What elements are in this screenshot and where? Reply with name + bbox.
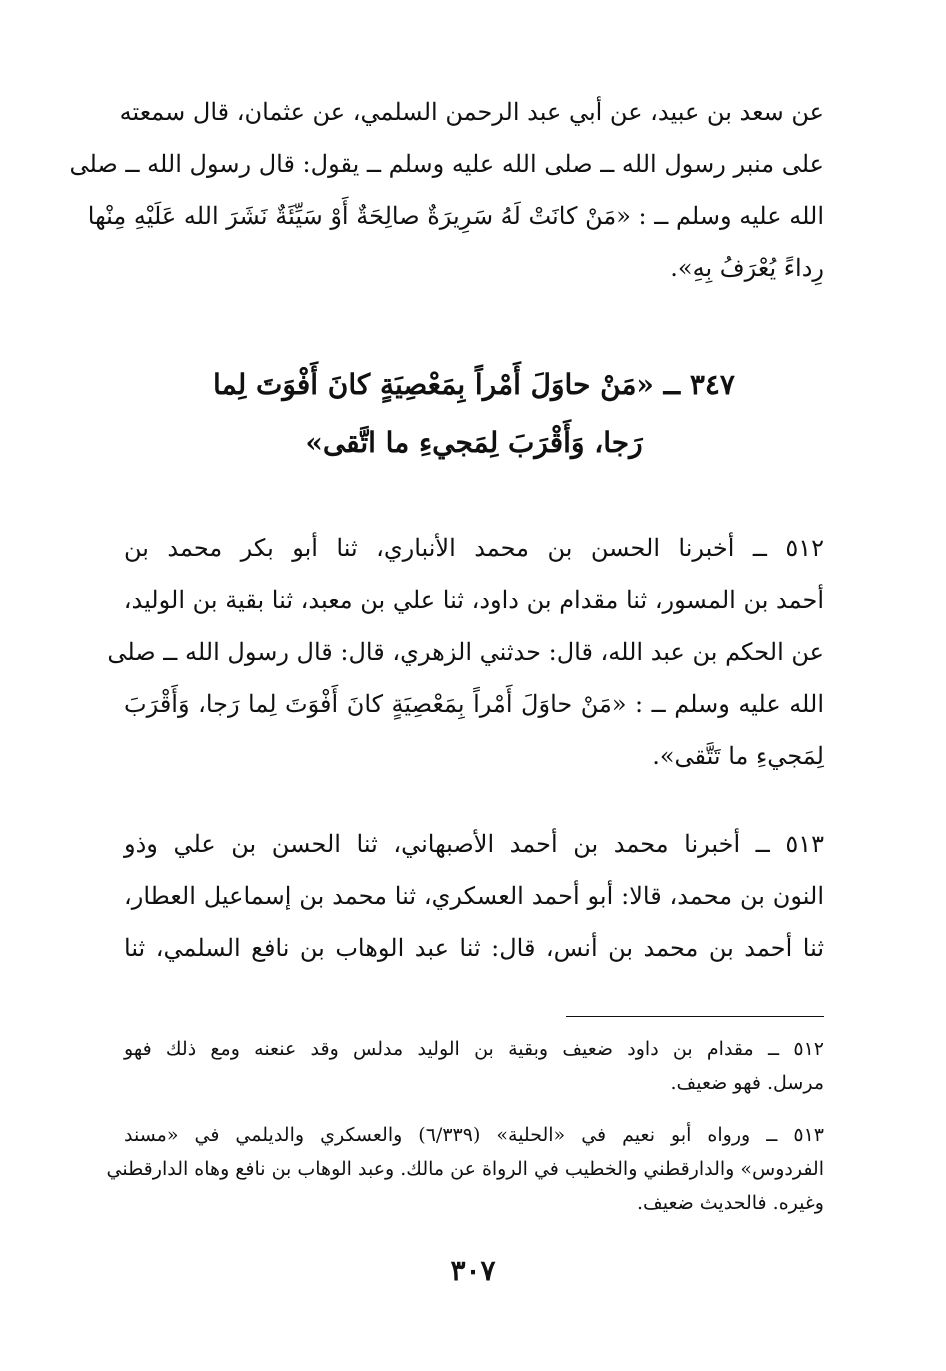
text-line: ٥١٣ ــ أخبرنا محمد بن أحمد الأصبهاني، ثنا الحسن بن علي وذو (124, 830, 824, 858)
footnote-line: مرسل. فهو ضعيف. (670, 1072, 824, 1094)
text-line: على منبر رسول الله ــ صلى الله عليه وسلم ــ يقول: قال رسول الله ــ صلى (69, 150, 824, 178)
heading-line: ٣٤٧ ــ «مَنْ حاوَلَ أَمْراً بِمَعْصِيَةٍ كانَ أَفْوَتَ لِما (213, 368, 735, 401)
page-number: ٣٠٧ (450, 1254, 496, 1287)
text-line: لِمَجيءِ ما تَتَّقى». (652, 742, 824, 770)
text-line: رِداءً يُعْرَفُ بِهِ». (670, 254, 824, 282)
footnote-line: وغيره. فالحديث ضعيف. (637, 1192, 824, 1214)
footnote-line: ٥١٢ ــ مقدام بن داود ضعيف وبقية بن الوليد مدلس وقد عنعنه ومع ذلك فهو (124, 1038, 824, 1060)
paragraph-hadith-513 (124, 818, 824, 974)
text-line: الله عليه وسلم ــ : «مَنْ حاوَلَ أَمْراً بِمَعْصِيَةٍ كانَ أَفْوَتَ لِما رَجا، وَأَقْرَبَ (124, 690, 824, 718)
text-line: عن سعد بن عبيد، عن أبي عبد الرحمن السلمي، عن عثمان، قال سمعته (119, 98, 824, 126)
text-line: النون بن محمد، قالا: أبو أحمد العسكري، ثنا محمد بن إسماعيل العطار، (124, 882, 824, 910)
text-line: الله عليه وسلم ــ : «مَنْ كانَتْ لَهُ سَرِيرَةٌ صالِحَةٌ أَوْ سَيِّئَةٌ نَشَرَ الله عَلَيْهِ مِنْها (87, 202, 824, 230)
footnote-513 (106, 1118, 824, 1220)
text-line: أحمد بن المسور، ثنا مقدام بن داود، ثنا علي بن معبد، ثنا بقية بن الوليد، (123, 586, 824, 614)
paragraph-hadith-512 (107, 522, 824, 782)
text-line: ثنا أحمد بن محمد بن أنس، قال: ثنا عبد الوهاب بن نافع السلمي، ثنا (124, 934, 824, 962)
footnote-line: ٥١٣ ــ ورواه أبو نعيم في «الحلية» (٦/٣٣٩) والعسكري والديلمي في «مسند (124, 1124, 824, 1146)
text-line: عن الحكم بن عبد الله، قال: حدثني الزهري، قال: قال رسول الله ــ صلى (107, 638, 824, 666)
text-line: ٥١٢ ــ أخبرنا الحسن بن محمد الأنباري، ثنا أبو بكر محمد بن (124, 534, 824, 562)
paragraph-hadith-continuation (69, 86, 824, 294)
heading-line: رَجا، وَأَقْرَبَ لِمَجيءِ ما اتَّقى» (305, 426, 643, 459)
footnote-512 (124, 1032, 824, 1100)
footnote-line: الفردوس» والدارقطني والخطيب في الرواة عن مالك. وعبد الوهاب بن نافع وهاه الدارقطني (106, 1158, 824, 1180)
hadith-heading-347 (124, 356, 824, 472)
footnote-divider (566, 1016, 824, 1017)
